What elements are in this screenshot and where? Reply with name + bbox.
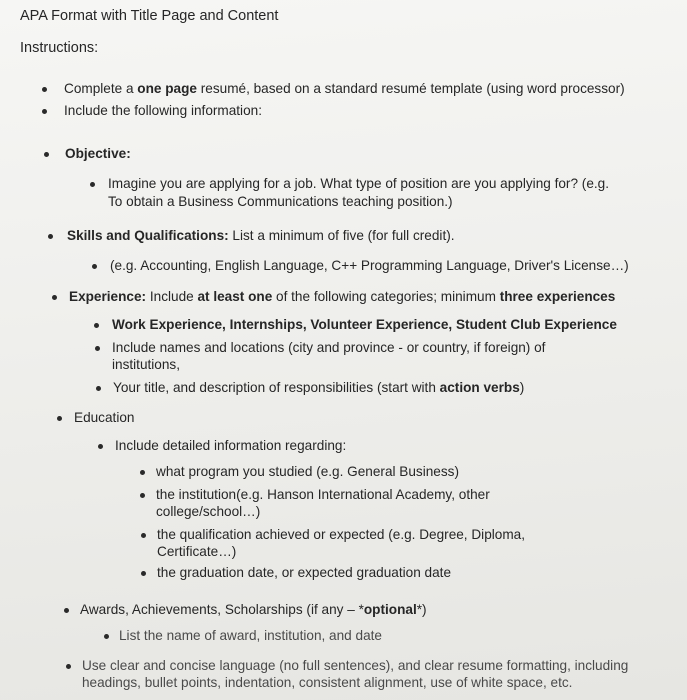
bullet <box>94 323 99 328</box>
bullet <box>95 346 100 351</box>
bullet <box>92 264 97 269</box>
experience-title: Your title, and description of responsibilities (start with action verbs) <box>113 380 525 395</box>
skills-item: Skills and Qualifications: List a minimum of five (for full credit). <box>67 228 455 243</box>
experience-names-line1: Include names and locations (city and province - or country, if foreign) of <box>112 340 546 355</box>
experience-item: Experience: Include at least one of the following categories; minimum three experiences <box>69 289 616 304</box>
bullet <box>141 571 146 576</box>
education-item-2-line1: the institution(e.g. Hanson International Academy, other <box>156 487 490 502</box>
page-title: APA Format with Title Page and Content <box>20 8 279 24</box>
skills-example: (e.g. Accounting, English Language, C++ Programming Language, Driver's License…) <box>110 258 629 273</box>
education-item-1: what program you studied (e.g. General Business) <box>156 464 459 479</box>
final-line2: headings, bullet points, indentation, consistent alignment, use of white space, etc. <box>82 675 573 690</box>
bullet <box>66 664 71 669</box>
bullet <box>52 295 57 300</box>
bullet <box>48 234 53 239</box>
experience-categories: Work Experience, Internships, Volunteer Experience, Student Club Experience <box>112 317 617 332</box>
education-label: Education <box>74 410 135 425</box>
education-item-4: the graduation date, or expected graduation date <box>157 565 451 580</box>
objective-detail-line1: Imagine you are applying for a job. What type of position are you applying for? (e.g. <box>108 176 609 191</box>
intro-item-1: Complete a one page resumé, based on a standard resumé template (using word processor) <box>64 81 625 96</box>
bullet <box>98 444 103 449</box>
final-line1: Use clear and concise language (no full sentences), and clear resume formatting, including <box>82 658 629 673</box>
bullet <box>57 416 62 421</box>
bullet <box>96 386 101 391</box>
bullet <box>42 87 47 92</box>
experience-names-line2: institutions, <box>112 357 181 372</box>
education-item-3-line2: Certificate…) <box>157 544 237 559</box>
bullet <box>141 533 146 538</box>
awards-sub: List the name of award, institution, and date <box>119 628 382 643</box>
bullet <box>42 109 47 114</box>
education-item-2-line2: college/school…) <box>156 504 261 519</box>
intro-item-2: Include the following information: <box>64 103 262 118</box>
instructions-heading: Instructions: <box>20 40 99 56</box>
objective-detail-line2: To obtain a Business Communications teaching position.) <box>108 194 453 209</box>
bullet <box>44 152 49 157</box>
objective-label: Objective: <box>65 146 131 161</box>
bullet <box>64 608 69 613</box>
bullet <box>140 493 145 498</box>
awards-item: Awards, Achievements, Scholarships (if any – *optional*) <box>80 602 427 617</box>
bullet <box>90 182 95 187</box>
bullet <box>140 470 145 475</box>
bullet <box>104 634 109 639</box>
education-intro: Include detailed information regarding: <box>115 438 347 453</box>
education-item-3-line1: the qualification achieved or expected (e.g. Degree, Diploma, <box>157 527 526 542</box>
